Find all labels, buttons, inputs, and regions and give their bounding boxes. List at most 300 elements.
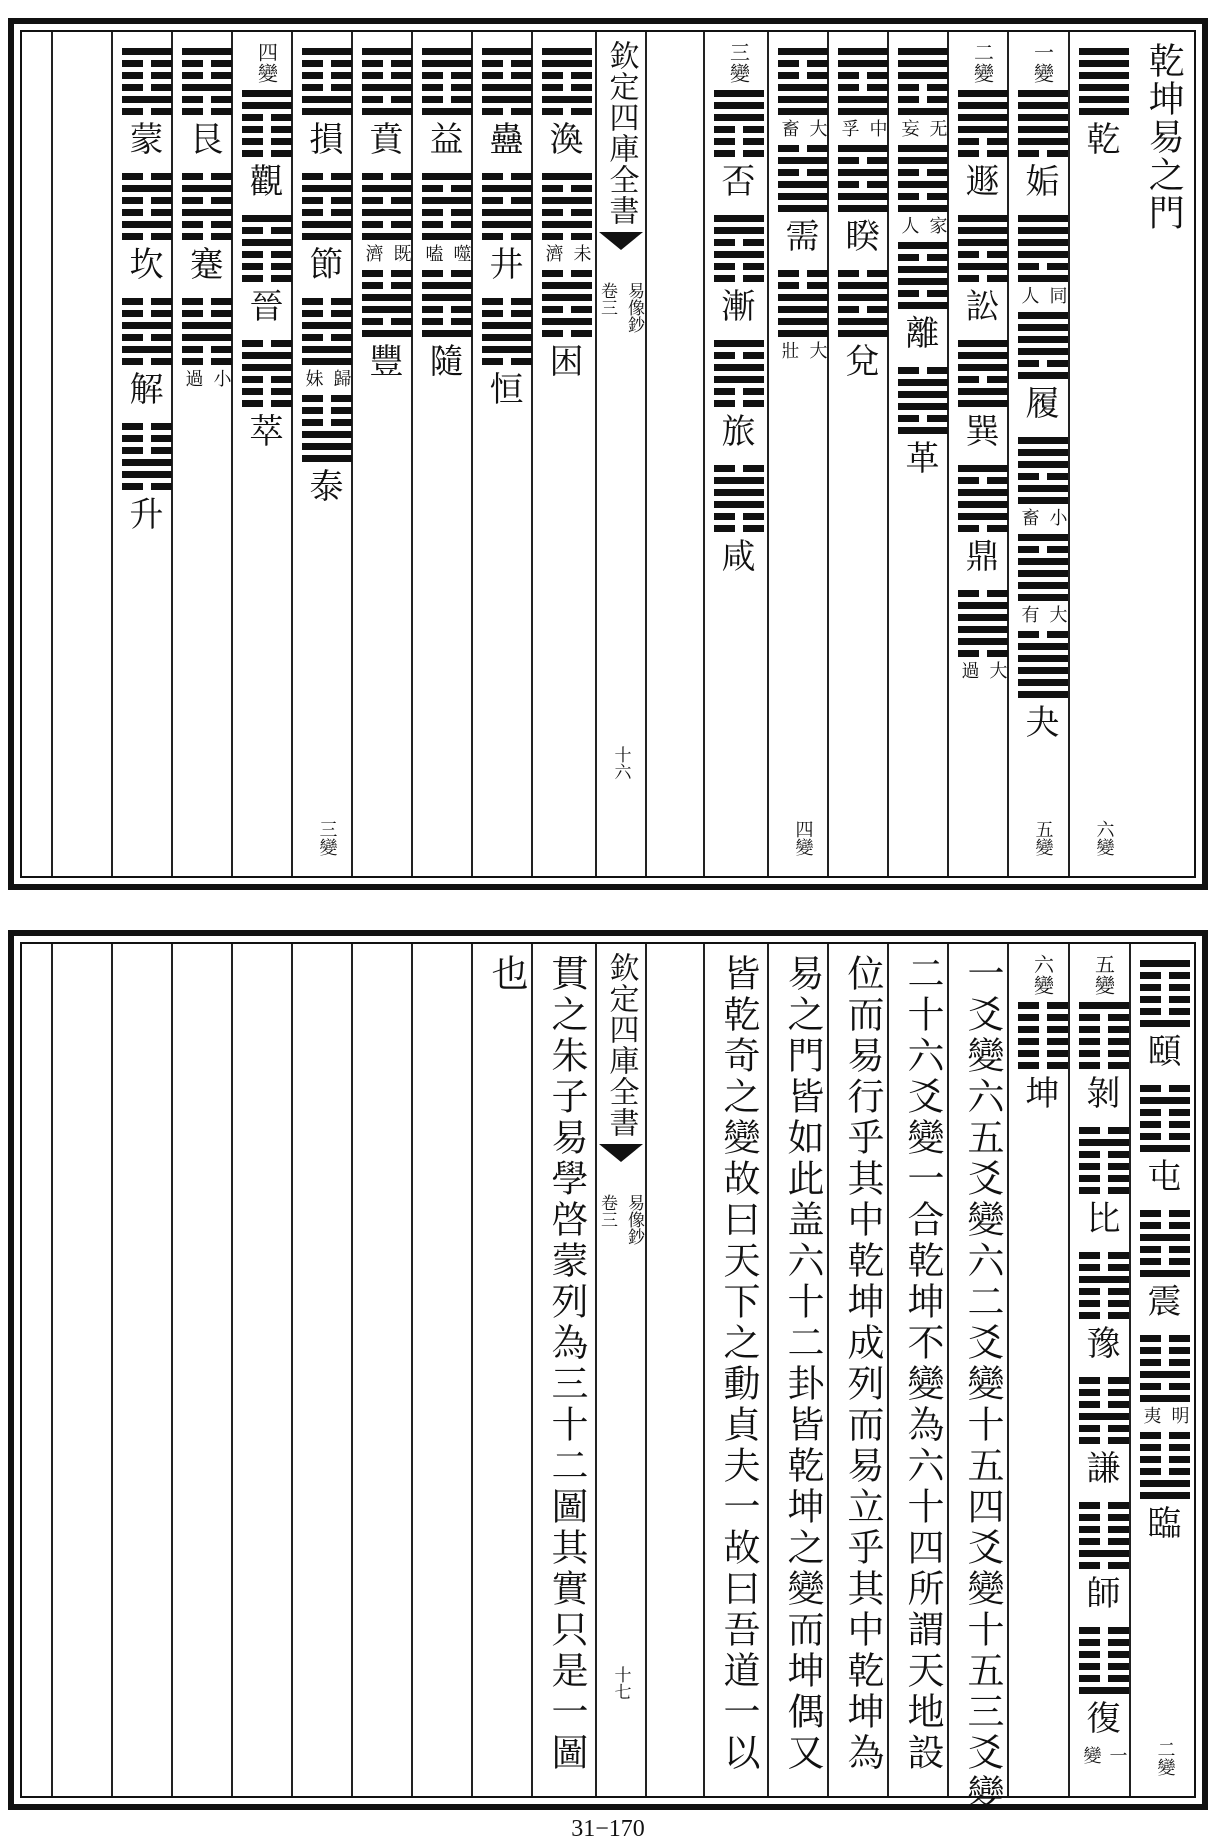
yin-line (182, 72, 232, 79)
yin-line (482, 197, 532, 204)
yang-line (1018, 679, 1068, 686)
yang-line (958, 465, 1008, 472)
yang-line (958, 239, 1008, 246)
change-count-note: 六變 (1093, 820, 1115, 856)
hexagram-name: 乾 (1086, 120, 1121, 160)
yin-line (958, 590, 1008, 597)
yin-line (302, 72, 352, 79)
yin-line (122, 108, 172, 115)
yang-line (122, 346, 172, 353)
yin-line (778, 145, 828, 152)
yang-line (482, 96, 532, 103)
hexagram-name: 蒙 (129, 120, 164, 160)
hexagram-name: 困 (549, 342, 584, 382)
yin-line (898, 367, 948, 374)
yin-line (362, 270, 412, 277)
hexagram-figure (714, 90, 764, 157)
yang-line (898, 108, 948, 115)
yin-line (838, 181, 888, 188)
yin-line (302, 310, 352, 317)
hexagram-name-char: 大 (806, 341, 828, 359)
yang-line (898, 266, 948, 273)
yang-line (838, 282, 888, 289)
yin-line (422, 84, 472, 91)
yin-line (1140, 1008, 1190, 1015)
yin-line (242, 138, 292, 145)
yin-line (362, 72, 412, 79)
spine-volume: 卷三 (597, 282, 617, 316)
yin-line (302, 395, 352, 402)
hexagram-figure (1018, 215, 1068, 282)
hexagram (1140, 956, 1190, 1077)
hexagram-figure (898, 145, 948, 212)
hexagram-figure (1018, 90, 1068, 157)
hexagram-name (1016, 508, 1070, 526)
hexagram-name: 巽 (965, 412, 1000, 452)
yin-line (1079, 1300, 1129, 1307)
yin-line (482, 108, 532, 115)
yin-line (1079, 1062, 1129, 1069)
hexagram-name: 兌 (845, 342, 880, 382)
yin-line (1140, 1359, 1190, 1366)
yin-line (838, 306, 888, 313)
yang-line (362, 233, 412, 240)
hexagram-name: 謙 (1086, 1449, 1121, 1489)
yin-line (182, 358, 232, 365)
hexagram (958, 336, 1008, 457)
hexagram-name-char: 大 (986, 661, 1008, 679)
yang-line (122, 221, 172, 228)
hexagram (1079, 1623, 1129, 1744)
spine-page-number: 十六 (610, 746, 631, 780)
hexagram-figure (1079, 1627, 1129, 1694)
hexagram-column (1007, 32, 1076, 876)
yin-line (542, 233, 592, 240)
yin-line (1140, 1210, 1190, 1217)
hexagram-figure (898, 48, 948, 115)
yang-line (778, 96, 828, 103)
yin-line (302, 209, 352, 216)
yang-line (898, 72, 948, 79)
yang-line (958, 126, 1008, 133)
yang-line (958, 90, 1008, 97)
yang-line (1018, 461, 1068, 468)
yin-line (714, 239, 764, 246)
hexagram (182, 44, 232, 165)
yin-line (1018, 1038, 1068, 1045)
yin-line (242, 376, 292, 383)
yin-line (958, 650, 1008, 657)
hexagram-figure (778, 48, 828, 115)
hexagram-figure (714, 465, 764, 532)
yang-line (778, 330, 828, 337)
yang-line (1079, 1550, 1129, 1557)
hexagram (362, 44, 412, 165)
yin-line (1140, 1347, 1190, 1354)
prose-text: 二十六爻變一合乾坤不變為六十四所謂天地設 (901, 954, 944, 1774)
fish-tail-mark-icon (599, 1144, 643, 1188)
yin-line (1140, 1085, 1190, 1092)
yang-line (958, 614, 1008, 621)
yang-line (898, 48, 948, 55)
change-label: 一變 (1030, 42, 1055, 84)
yin-line (1140, 1468, 1190, 1475)
hexagram-figure (1018, 312, 1068, 379)
yin-line (122, 84, 172, 91)
header-column (1129, 32, 1198, 876)
yin-line (898, 84, 948, 91)
hexagram (422, 266, 472, 387)
section-heading: 乾坤易之門 (1143, 42, 1185, 232)
yin-line (122, 334, 172, 341)
hexagram (1018, 86, 1068, 207)
yang-line (1079, 1413, 1129, 1420)
yin-line (714, 525, 764, 532)
yang-line (1018, 558, 1068, 565)
hexagram-name-char: 壯 (778, 341, 800, 359)
yang-line (898, 157, 948, 164)
hexagram-figure (482, 173, 532, 240)
yang-line (482, 334, 532, 341)
prose-column (471, 944, 540, 1796)
hexagram-name: 解 (129, 370, 164, 410)
prose-column (887, 944, 956, 1796)
prose-column (827, 944, 896, 1796)
yang-line (302, 233, 352, 240)
yang-line (898, 302, 948, 309)
yin-line (482, 173, 532, 180)
hexagram (1079, 1123, 1129, 1244)
yang-line (182, 185, 232, 192)
hexagram-name-char: 未 (570, 244, 592, 262)
yang-line (1079, 1276, 1129, 1283)
hexagram-name: 鼎 (965, 537, 1000, 577)
yin-line (302, 298, 352, 305)
hexagram-name-char: 濟 (542, 244, 564, 262)
yin-line (1018, 360, 1068, 367)
hexagram-figure (542, 173, 592, 240)
yin-line (714, 126, 764, 133)
prose-column (767, 944, 836, 1796)
hexagram (122, 419, 172, 540)
yang-line (542, 318, 592, 325)
yang-line (362, 185, 412, 192)
prose-text: 也 (485, 954, 528, 995)
yang-line (542, 197, 592, 204)
yang-line (362, 330, 412, 337)
yin-line (898, 290, 948, 297)
hexagram-name-char: 明 (1168, 1406, 1190, 1424)
hexagram-name-char: 噬 (450, 244, 472, 262)
hexagram (1018, 627, 1068, 748)
hexagram-figure (302, 298, 352, 365)
yin-line (122, 423, 172, 430)
yang-line (542, 96, 592, 103)
yin-line (1079, 1627, 1129, 1634)
yin-line (1140, 1222, 1190, 1229)
yang-line (1018, 114, 1068, 121)
yin-line (1018, 631, 1068, 638)
hexagram (898, 363, 948, 484)
hexagram-figure (482, 298, 532, 365)
yang-line (542, 282, 592, 289)
hexagram-figure (1140, 1085, 1190, 1152)
hexagram-name: 否 (721, 162, 756, 202)
yin-line (482, 72, 532, 79)
hexagram-name: 恒 (489, 370, 524, 410)
hexagram-name: 坤 (1025, 1074, 1060, 1114)
yin-line (1079, 1425, 1129, 1432)
hexagram (958, 461, 1008, 582)
yang-line (242, 90, 292, 97)
hexagram-figure (714, 340, 764, 407)
hexagram-name-char: 既 (390, 244, 412, 262)
hexagram (540, 169, 594, 262)
yin-line (1079, 1401, 1129, 1408)
yin-line (122, 447, 172, 454)
yang-line (1018, 582, 1068, 589)
hexagram (122, 44, 172, 165)
spine-volume: 卷三 (597, 1194, 617, 1228)
hexagram (1140, 1081, 1190, 1202)
hexagram-figure (1140, 960, 1190, 1027)
yang-line (302, 431, 352, 438)
yin-line (1079, 1252, 1129, 1259)
hexagram-name: 豐 (369, 342, 404, 382)
hexagram (182, 169, 232, 290)
yin-line (362, 221, 412, 228)
hexagram (1016, 211, 1070, 304)
yin-line (422, 209, 472, 216)
yin-line (1079, 1163, 1129, 1170)
yin-line (838, 270, 888, 277)
hexagram-name (896, 119, 950, 137)
prose-text: 貫之朱子易學啓蒙列為三十二圖其實只是一圖 (545, 954, 588, 1774)
yin-line (1018, 1002, 1068, 1009)
yang-line (242, 352, 292, 359)
hexagram-name: 渙 (549, 120, 584, 160)
hexagram (1016, 530, 1070, 623)
yang-line (542, 48, 592, 55)
yin-line (958, 150, 1008, 157)
hexagram-name (956, 661, 1010, 679)
yin-line (122, 358, 172, 365)
yin-line (1140, 972, 1190, 979)
hexagram-figure (362, 270, 412, 337)
hexagram-column (1068, 944, 1137, 1796)
yin-line (958, 138, 1008, 145)
hexagram-figure (1018, 1002, 1068, 1069)
hexagram-figure (898, 367, 948, 434)
yang-line (958, 602, 1008, 609)
hexagram (898, 238, 948, 359)
hexagram-figure (302, 48, 352, 115)
yin-line (1079, 1038, 1129, 1045)
yang-line (1140, 1270, 1190, 1277)
hexagram-name: 屯 (1147, 1157, 1182, 1197)
hexagram-name: 臨 (1147, 1504, 1182, 1544)
hexagram (838, 141, 888, 262)
hexagram-name: 漸 (721, 287, 756, 327)
hexagram (1018, 308, 1068, 429)
hexagram-name-char: 家 (926, 216, 948, 234)
yang-line (1140, 1395, 1190, 1402)
hexagram-name-char: 大 (806, 119, 828, 137)
yang-line (714, 251, 764, 258)
yang-line (958, 340, 1008, 347)
empty-column (51, 32, 111, 876)
hexagram-figure (958, 215, 1008, 282)
hexagram-figure (1079, 1002, 1129, 1069)
yin-line (1140, 1109, 1190, 1116)
yin-line (242, 227, 292, 234)
yin-line (182, 108, 232, 115)
bottom-page-frame (20, 942, 1196, 1815)
yin-line (778, 169, 828, 176)
hexagram-name (180, 369, 234, 387)
hexagram-figure (242, 90, 292, 157)
yang-line (714, 477, 764, 484)
yin-line (958, 525, 1008, 532)
yang-line (542, 173, 592, 180)
yin-line (542, 209, 592, 216)
yin-line (1079, 1514, 1129, 1521)
hexagram-figure (958, 90, 1008, 157)
hexagram-figure (422, 48, 472, 115)
yin-line (302, 419, 352, 426)
yin-line (422, 72, 472, 79)
yang-line (838, 108, 888, 115)
yin-line (242, 275, 292, 282)
yang-line (482, 221, 532, 228)
hexagram (896, 44, 950, 137)
yin-line (542, 108, 592, 115)
yang-line (302, 358, 352, 365)
change-count-note: 二變 (1154, 1740, 1176, 1776)
yang-line (898, 379, 948, 386)
hexagram-figure (422, 173, 472, 240)
hexagram-name (836, 119, 890, 137)
hexagram-name: 比 (1086, 1199, 1121, 1239)
hexagram-name: 姤 (1025, 162, 1060, 202)
yang-line (958, 388, 1008, 395)
yin-line (482, 358, 532, 365)
yang-line (1140, 960, 1190, 967)
yin-line (542, 72, 592, 79)
hexagram-figure (958, 590, 1008, 657)
hexagram-name-char: 畜 (778, 119, 800, 137)
yang-line (362, 84, 412, 91)
hexagram-name (896, 216, 950, 234)
hexagram-name: 頤 (1147, 1032, 1182, 1072)
yang-line (714, 90, 764, 97)
yin-line (1079, 1663, 1129, 1670)
hexagram-name-char: 同 (1046, 286, 1068, 304)
bottom-page-panel (8, 930, 1208, 1815)
yang-line (182, 334, 232, 341)
yang-line (302, 455, 352, 462)
hexagram-name: 革 (905, 439, 940, 479)
yin-line (1079, 1651, 1129, 1658)
hexagram (422, 44, 472, 165)
yang-line (182, 322, 232, 329)
yin-line (182, 173, 232, 180)
hexagram-name: 益 (429, 120, 464, 160)
yin-line (1140, 1258, 1190, 1265)
yin-line (122, 60, 172, 67)
hexagram-figure (1079, 48, 1129, 115)
yin-line (1140, 984, 1190, 991)
hexagram-column (887, 32, 956, 876)
yin-line (1079, 1437, 1129, 1444)
yang-line (422, 282, 472, 289)
yin-line (302, 407, 352, 414)
yang-line (1018, 126, 1068, 133)
yin-line (122, 209, 172, 216)
hexagram (896, 141, 950, 234)
yin-line (182, 310, 232, 317)
prose-column (947, 944, 1016, 1815)
hexagram-name (540, 244, 594, 262)
yin-line (1079, 1264, 1129, 1271)
yin-line (482, 298, 532, 305)
yang-line (1079, 96, 1129, 103)
yang-line (482, 346, 532, 353)
yang-line (714, 489, 764, 496)
yin-line (1140, 1246, 1190, 1253)
yang-line (958, 489, 1008, 496)
yin-line (1140, 1444, 1190, 1451)
yang-line (1079, 1687, 1129, 1694)
yin-line (1140, 1335, 1190, 1342)
yin-line (542, 306, 592, 313)
hexagram-column (171, 32, 240, 876)
hexagram-figure (778, 145, 828, 212)
hexagram (1138, 1331, 1192, 1424)
yang-line (1018, 324, 1068, 331)
hexagram-figure (714, 215, 764, 282)
hexagram-name (420, 244, 474, 262)
hexagram-name: 震 (1147, 1282, 1182, 1322)
hexagram-name-char: 歸 (330, 369, 352, 387)
change-label: 四變 (254, 42, 279, 84)
hexagram-column (231, 32, 300, 876)
yang-line (422, 294, 472, 301)
hexagram-figure (1140, 1210, 1190, 1277)
hexagram (958, 211, 1008, 332)
hexagram-figure (1140, 1432, 1190, 1499)
yin-line (302, 334, 352, 341)
spine-page-number: 十七 (610, 1666, 631, 1700)
hexagram (122, 294, 172, 415)
spine-subtitle (595, 1194, 647, 1245)
hexagram-column (111, 32, 180, 876)
change-count-note: 一變 (1080, 1746, 1128, 1764)
yang-line (362, 306, 412, 313)
yin-line (1018, 1014, 1068, 1021)
hexagram-column (411, 32, 480, 876)
yang-line (1018, 643, 1068, 650)
bottom-spine (595, 944, 647, 1796)
yin-line (362, 318, 412, 325)
hexagram-name-char: 孚 (838, 119, 860, 137)
hexagram (362, 266, 412, 387)
empty-column (411, 944, 471, 1796)
yin-line (422, 185, 472, 192)
yin-line (1140, 996, 1190, 1003)
hexagram-name-char: 无 (926, 119, 948, 137)
yin-line (542, 185, 592, 192)
